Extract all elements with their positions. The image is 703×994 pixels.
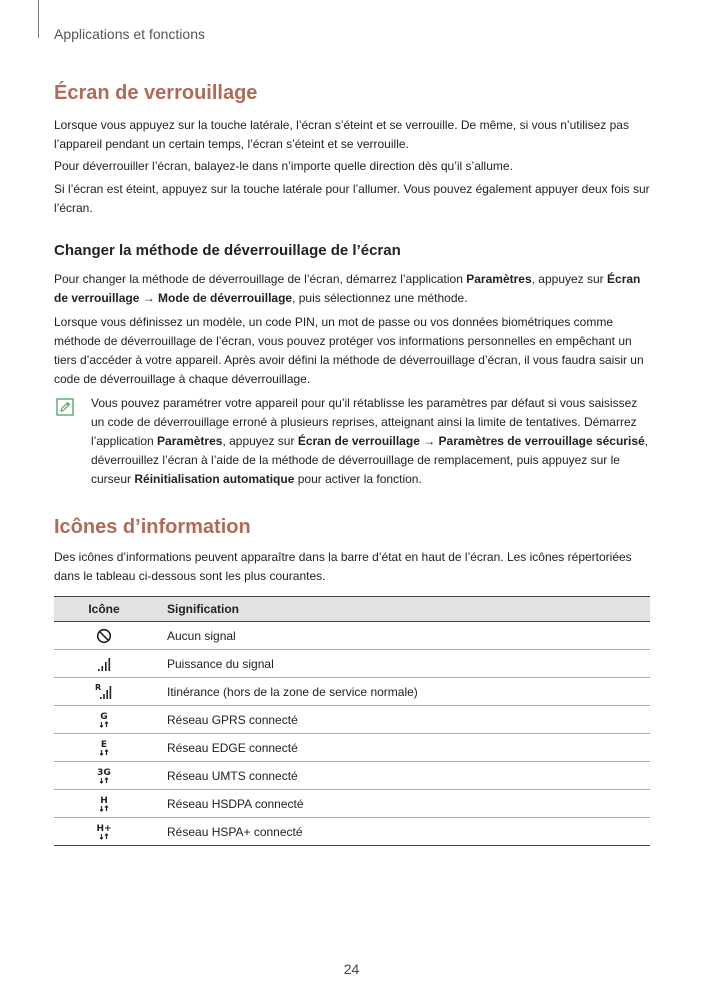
paragraph: Des icônes d’informations peuvent apparaître dans la barre d’état en haut de l’écran. Les icônes répertoriées dans le tableau ci-dessous sont les plus courantes.: [54, 550, 632, 583]
roaming-icon: [95, 683, 113, 700]
table-row: [54, 622, 650, 650]
edge-icon: [95, 739, 113, 757]
icon-meaning: Réseau UMTS connecté: [154, 762, 650, 790]
table-row: [54, 818, 650, 846]
network-letter: 3G: [97, 767, 111, 778]
column-header-meaning: Signification: [154, 597, 650, 622]
hsdpa-icon: [95, 795, 113, 813]
section-title-lock-screen: Écran de verrouillage: [54, 82, 258, 104]
paragraph: Pour changer la méthode de déverrouillage de l’écran, démarrez l’application Paramètres, appuyez sur Écran de verrouillage → Mode de déverrouillage, puis sélectionnez une méthode.: [54, 272, 641, 305]
icons-table: [54, 596, 650, 846]
settings-app-name: Paramètres: [466, 272, 532, 286]
table-row: [54, 762, 650, 790]
table-row: [54, 650, 650, 678]
paragraph: Lorsque vous définissez un modèle, un code PIN, un mot de passe ou vos données biométriques comme méthode de déverrouillage de l’écran, vous pouvez protéger vos informations personnelles en empêchant un tiers d’accéder à votre appareil. Après avoir défini la méthode de déverrouillage d’écran, il vous faudra saisir un code de déverrouillage à chaque déverrouillage.: [54, 315, 644, 386]
no-signal-icon: [96, 628, 112, 644]
network-letter: G: [100, 711, 108, 722]
header-title: Applications et fonctions: [54, 26, 205, 42]
network-letter: E: [100, 739, 108, 750]
icon-meaning: Aucun signal: [154, 622, 650, 650]
paragraph: Pour déverrouiller l’écran, balayez-le dans n’importe quelle direction dès qu’il s’allume.: [54, 159, 513, 173]
icon-meaning: Réseau HSDPA connecté: [154, 790, 650, 818]
umts-icon: [95, 767, 113, 785]
menu-lock-screen: Écran de verrouillage: [54, 272, 641, 305]
table-row: [54, 790, 650, 818]
table-row: [54, 678, 650, 706]
menu-unlock-mode: Mode de déverrouillage: [158, 291, 293, 305]
icon-meaning: Réseau HSPA+ connecté: [154, 818, 650, 846]
section-title-info-icons: Icônes d’information: [54, 516, 251, 538]
page-number: 24: [343, 961, 360, 977]
header-divider: [38, 0, 39, 38]
note-text: Vous pouvez paramétrer votre appareil pour qu’il rétablisse les paramètres par défaut si vous saisissez un code de déverrouillage erroné à plusieurs reprises, atteignant ainsi la limite de tentatives. Démarrez l’application Paramètres, appuyez sur Écran de verrouillage → Paramètres de verrouillage sécurisé, déverrouillez l’écran à l’aide de la méthode de déverrouillage de remplacement, puis appuyez sur le curseur Réinitialisation automatique pour activer la fonction.: [91, 396, 649, 486]
network-letter: H+: [96, 823, 112, 834]
icon-meaning: Itinérance (hors de la zone de service normale): [154, 678, 650, 706]
column-header-icon: Icône: [54, 597, 154, 622]
icon-meaning: Réseau GPRS connecté: [154, 706, 650, 734]
hspa-plus-icon: [95, 823, 113, 841]
icon-meaning: Réseau EDGE connecté: [154, 734, 650, 762]
subsection-title-unlock-method: Changer la méthode de déverrouillage de l’écran: [54, 242, 401, 259]
table-row: [54, 734, 650, 762]
paragraph: Si l’écran est éteint, appuyez sur la touche latérale pour l’allumer. Vous pouvez également appuyer deux fois sur l’écran.: [54, 182, 650, 215]
note-pencil-icon: [56, 398, 74, 416]
network-letter: H: [100, 795, 108, 806]
table-header-row: [54, 597, 650, 622]
paragraph: Lorsque vous appuyez sur la touche latérale, l’écran s’éteint et se verrouille. De même, si vous n’utilisez pas l’appareil pendant un certain temps, l’écran s’éteint et se verrouille.: [54, 118, 629, 151]
roaming-letter: R: [95, 683, 102, 692]
table-row: [54, 706, 650, 734]
signal-strength-icon: [96, 656, 112, 672]
gprs-icon: [95, 711, 113, 729]
icon-meaning: Puissance du signal: [154, 650, 650, 678]
